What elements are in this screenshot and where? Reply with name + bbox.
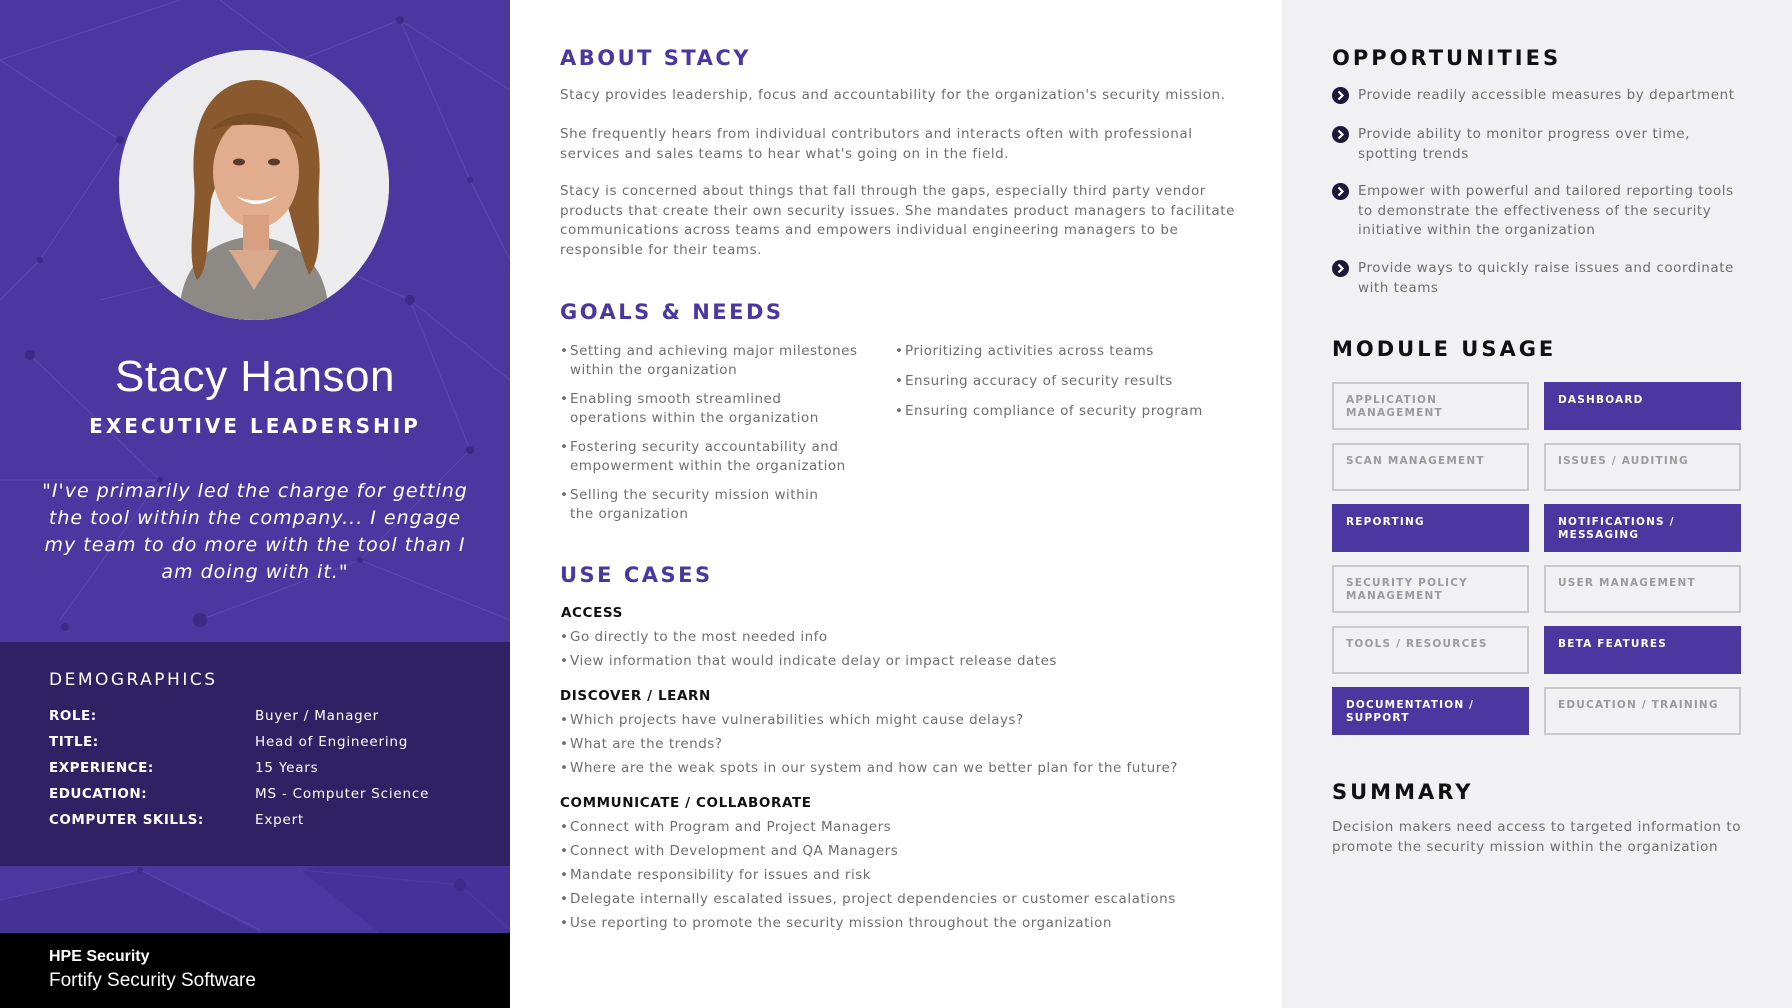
demographics-row <box>49 786 489 808</box>
module-tile: SCAN MANAGEMENT <box>1332 443 1529 491</box>
use-case-group-title: COMMUNICATE / COLLABORATE <box>560 795 812 811</box>
demographics-value: Head of Engineering <box>255 734 409 750</box>
persona-role: EXECUTIVE LEADERSHIP <box>89 414 421 438</box>
profile-panel <box>0 0 510 1008</box>
demographics-value: MS - Computer Science <box>255 786 430 802</box>
goal-item: • Fostering security accountability and empowerment within the organization <box>560 438 850 475</box>
use-case-item: • Connect with Program and Project Managers <box>560 819 891 835</box>
use-case-item: • View information that would indicate delay or impact release dates <box>560 653 1057 669</box>
goal-item: • Prioritizing activities across teams <box>895 342 1235 361</box>
use-case-group-title: DISCOVER / LEARN <box>560 688 711 704</box>
opportunities-heading: OPPORTUNITIES <box>1332 46 1562 70</box>
goal-item: • Ensuring accuracy of security results <box>895 372 1235 391</box>
about-paragraph: She frequently hears from individual contributors and interacts often with professional services and sales teams to hear what's going on in the field. <box>560 126 1193 162</box>
demographics-row <box>49 760 489 782</box>
demographics-label: ROLE: <box>49 708 97 724</box>
demographics-row <box>49 708 489 730</box>
opportunity-text: Provide ability to monitor progress over time, spotting trends <box>1358 126 1691 162</box>
opportunity-text: Empower with powerful and tailored reporting tools to demonstrate the effectiveness of the security initiative within the organization <box>1358 183 1734 238</box>
use-case-item: • Which projects have vulnerabilities which might cause delays? <box>560 712 1024 728</box>
module-tile: REPORTING <box>1332 504 1529 552</box>
brand-name: HPE Security <box>49 948 150 965</box>
demographics-value: Buyer / Manager <box>255 708 379 724</box>
brand-footer <box>0 933 510 1008</box>
demographics-label: EXPERIENCE: <box>49 760 154 776</box>
chevron-circle-right-icon <box>1332 87 1349 104</box>
summary-heading: SUMMARY <box>1332 780 1474 804</box>
module-tile: APPLICATION MANAGEMENT <box>1332 382 1529 430</box>
module-tile: TOOLS / RESOURCES <box>1332 626 1529 674</box>
opportunity-text: Provide ways to quickly raise issues and coordinate with teams <box>1358 260 1734 296</box>
chevron-circle-right-icon <box>1332 260 1349 277</box>
use-case-item: • Mandate responsibility for issues and risk <box>560 867 871 883</box>
module-tile: ISSUES / AUDITING <box>1544 443 1741 491</box>
module-tile: SECURITY POLICY MANAGEMENT <box>1332 565 1529 613</box>
persona-name: Stacy Hanson <box>115 352 395 401</box>
module-tile: DASHBOARD <box>1544 382 1741 430</box>
summary-text: Decision makers need access to targeted information to promote the security mission within the organization <box>1332 819 1742 855</box>
goal-item: • Selling the security mission within the organization <box>560 486 830 523</box>
module-tile: DOCUMENTATION / SUPPORT <box>1332 687 1529 735</box>
about-paragraph: Stacy provides leadership, focus and accountability for the organization's security mission. <box>560 87 1226 103</box>
demographics-value: 15 Years <box>255 760 319 776</box>
demographics-label: EDUCATION: <box>49 786 148 802</box>
use-case-item: • What are the trends? <box>560 736 723 752</box>
avatar <box>119 50 389 320</box>
module-tile: BETA FEATURES <box>1544 626 1741 674</box>
use-case-item: • Where are the weak spots in our system and how can we better plan for the future? <box>560 760 1178 776</box>
product-name: Fortify Security Software <box>49 970 256 991</box>
about-paragraph: Stacy is concerned about things that fall through the gaps, especially third party vendor products that create their own security issues. She mandates product managers to facilitate communications across teams and empowers individual engineering managers to be responsible for their teams. <box>560 183 1235 258</box>
goal-item: • Ensuring compliance of security program <box>895 402 1235 421</box>
demographics-row <box>49 734 489 756</box>
chevron-circle-right-icon <box>1332 126 1349 143</box>
goal-item: • Enabling smooth streamlined operations within the organization <box>560 390 860 427</box>
about-heading: ABOUT STACY <box>560 46 751 70</box>
demographics-label: COMPUTER SKILLS: <box>49 812 204 828</box>
chevron-circle-right-icon <box>1332 183 1349 200</box>
portrait-image <box>119 50 389 320</box>
demographics-label: TITLE: <box>49 734 99 750</box>
module-usage-heading: MODULE USAGE <box>1332 337 1557 361</box>
demographics-value: Expert <box>255 812 305 828</box>
use-case-group-title: ACCESS <box>561 605 623 621</box>
insights-panel <box>1282 0 1792 1008</box>
opportunity-text: Provide readily accessible measures by department <box>1358 87 1735 103</box>
module-tile: NOTIFICATIONS / MESSAGING <box>1544 504 1741 552</box>
demographics-row <box>49 812 489 834</box>
module-tile: USER MANAGEMENT <box>1544 565 1741 613</box>
use-case-item: • Use reporting to promote the security mission throughout the organization <box>560 915 1112 931</box>
demographics-section <box>0 642 510 866</box>
use-case-item: • Connect with Development and QA Managers <box>560 843 898 859</box>
goal-item: • Setting and achieving major milestones within the organization <box>560 342 860 379</box>
module-tile: EDUCATION / TRAINING <box>1544 687 1741 735</box>
content-panel <box>510 0 1282 1008</box>
use-case-item: • Go directly to the most needed info <box>560 629 828 645</box>
persona-quote: "I've primarily led the charge for getting the tool within the company... I engage my team to do more with the tool than I am doing with it." <box>42 480 468 583</box>
use-cases-heading: USE CASES <box>560 563 713 587</box>
use-case-item: • Delegate internally escalated issues, project dependencies or customer escalations <box>560 891 1176 907</box>
demographics-heading: DEMOGRAPHICS <box>49 670 218 690</box>
goals-heading: GOALS & NEEDS <box>560 300 784 324</box>
